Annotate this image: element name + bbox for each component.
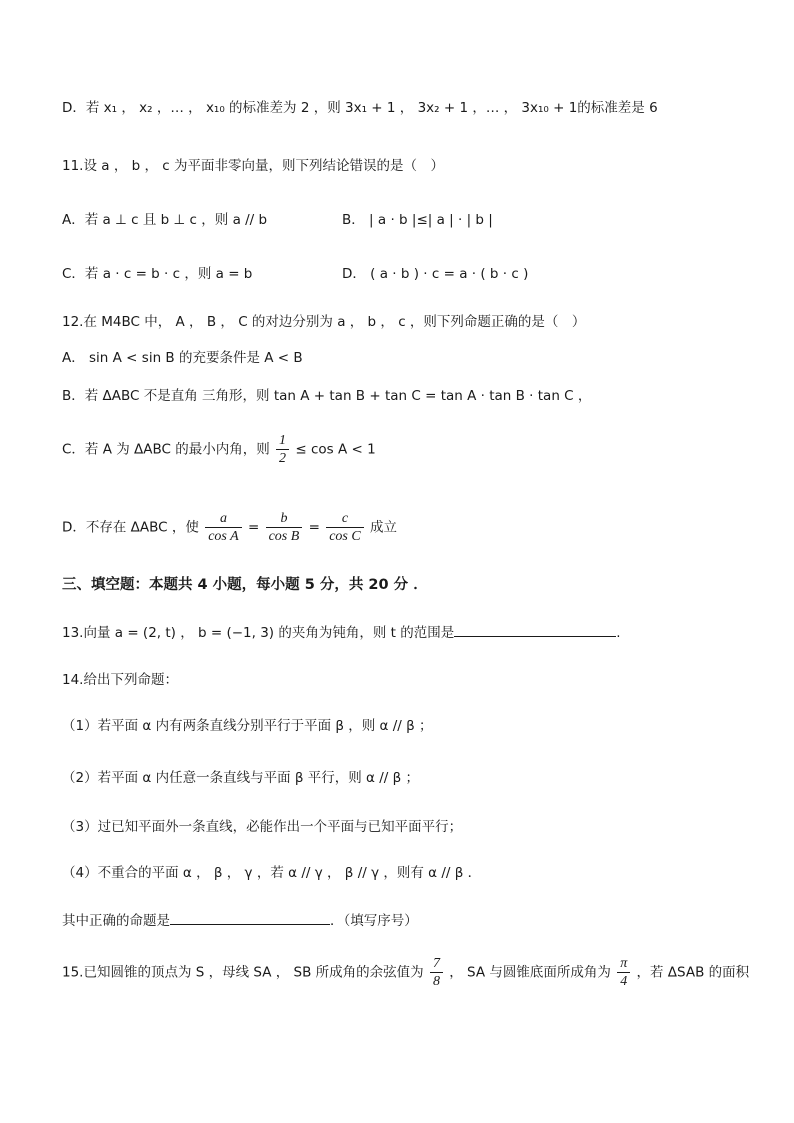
fraction-numerator: a (219, 511, 227, 526)
q12-option-d (62, 510, 397, 545)
q11-option-d: D． ( a · b ) · c = a · ( b · c ) (342, 266, 529, 282)
q10-option-d: D．若 x₁ ， x₂ ，… ， x₁₀ 的标准差为 2 ，则 3x₁ + 1 ， 3x₂ + 1 ，… ， 3x₁₀ + 1的标准差是 6 (62, 100, 658, 116)
q11-option-a: A．若 a ⊥ c 且 b ⊥ c ，则 a // b (62, 212, 268, 228)
q14-answer (62, 910, 418, 931)
q14-answer-prefix: 其中正确的命题是 (62, 913, 170, 929)
q12-option-b: B．若 ΔABC 不是直角 三角形，则 tan A + tan B + tan C = tan A · tan B · tan C ， (62, 388, 592, 404)
q12-stem: 12.在 M4BC 中， A ， B ， C 的对边分别为 a ， b ， c ，则下列命题正确的是（ ） (62, 314, 586, 330)
q12-option-c (62, 432, 376, 467)
q14-answer-blank[interactable] (170, 910, 330, 925)
q12-option-a: A． sin A < sin B 的充要条件是 A < B (62, 350, 303, 366)
fraction-denominator: cos B (266, 527, 303, 545)
q13-stem: 13.向量 a = (2, t) ， b = (−1, 3) 的夹角为钝角，则 t 的范围是 (62, 625, 455, 641)
q15-stem-part3: ，若 ΔSAB 的面积 (636, 964, 750, 981)
q12-option-d-fraction-c (326, 510, 364, 545)
q11-option-c: C．若 a · c = b · c ，则 a = b (62, 266, 253, 282)
q13-answer-blank[interactable] (454, 622, 616, 637)
q11-stem: 11.设 a ， b ， c 为平面非零向量，则下列结论错误的是（ ） (62, 158, 444, 174)
equals-sign: = (308, 519, 320, 536)
q14-item-1: （1）若平面 α 内有两条直线分别平行于平面 β ，则 α // β ； (62, 718, 433, 734)
fraction-numerator: b (280, 511, 288, 526)
q11-option-b: B． | a · b |≤| a | · | b | (342, 212, 493, 228)
fraction-numerator: π (620, 956, 628, 971)
q12-option-d-fraction-b (266, 510, 303, 545)
q14-item-2: （2）若平面 α 内任意一条直线与平面 β 平行，则 α // β ； (62, 770, 420, 786)
fraction-denominator: 2 (276, 449, 289, 467)
fraction-numerator: c (341, 511, 349, 526)
fraction-numerator: 1 (279, 433, 287, 448)
q15-stem-part1: 15.已知圆锥的顶点为 S ，母线 SA ， SB 所成角的余弦值为 (62, 964, 424, 981)
fraction-denominator: 4 (617, 972, 630, 990)
q14-stem: 14.给出下列命题： (62, 672, 178, 688)
q14-item-3: （3）过已知平面外一条直线，必能作出一个平面与已知平面平行； (62, 819, 463, 835)
q14-item-4: （4）不重合的平面 α ， β ， γ ，若 α // γ ， β // γ ，则有 α // β ． (62, 865, 482, 881)
fraction-denominator: 8 (430, 972, 443, 990)
equals-sign: = (247, 519, 260, 536)
fraction-denominator: cos C (326, 527, 364, 545)
fraction-numerator: 7 (432, 956, 440, 971)
q12-option-c-prefix: C．若 A 为 ΔABC 的最小内角，则 (62, 441, 270, 458)
q15-stem-part2: ， SA 与圆锥底面所成角为 (449, 964, 611, 981)
section3-heading: 三、填空题：本题共 4 小题，每小题 5 分，共 20 分 ． (62, 577, 428, 593)
q15-fraction-cosine (430, 955, 443, 990)
q12-option-d-fraction-a (205, 510, 241, 545)
q13 (62, 622, 621, 643)
q14-answer-suffix: ．（填写序号） (330, 913, 418, 929)
q15-fraction-angle (617, 955, 630, 990)
q15-stem (62, 955, 749, 990)
q12-option-d-prefix: D．不存在 ΔABC ，使 (62, 519, 199, 536)
q12-option-c-suffix: ≤ cos A < 1 (295, 441, 376, 458)
fraction-denominator: cos A (205, 527, 241, 545)
q13-end: . (616, 625, 621, 641)
q12-option-c-fraction (276, 432, 289, 467)
q12-option-d-suffix: 成立 (370, 519, 397, 536)
